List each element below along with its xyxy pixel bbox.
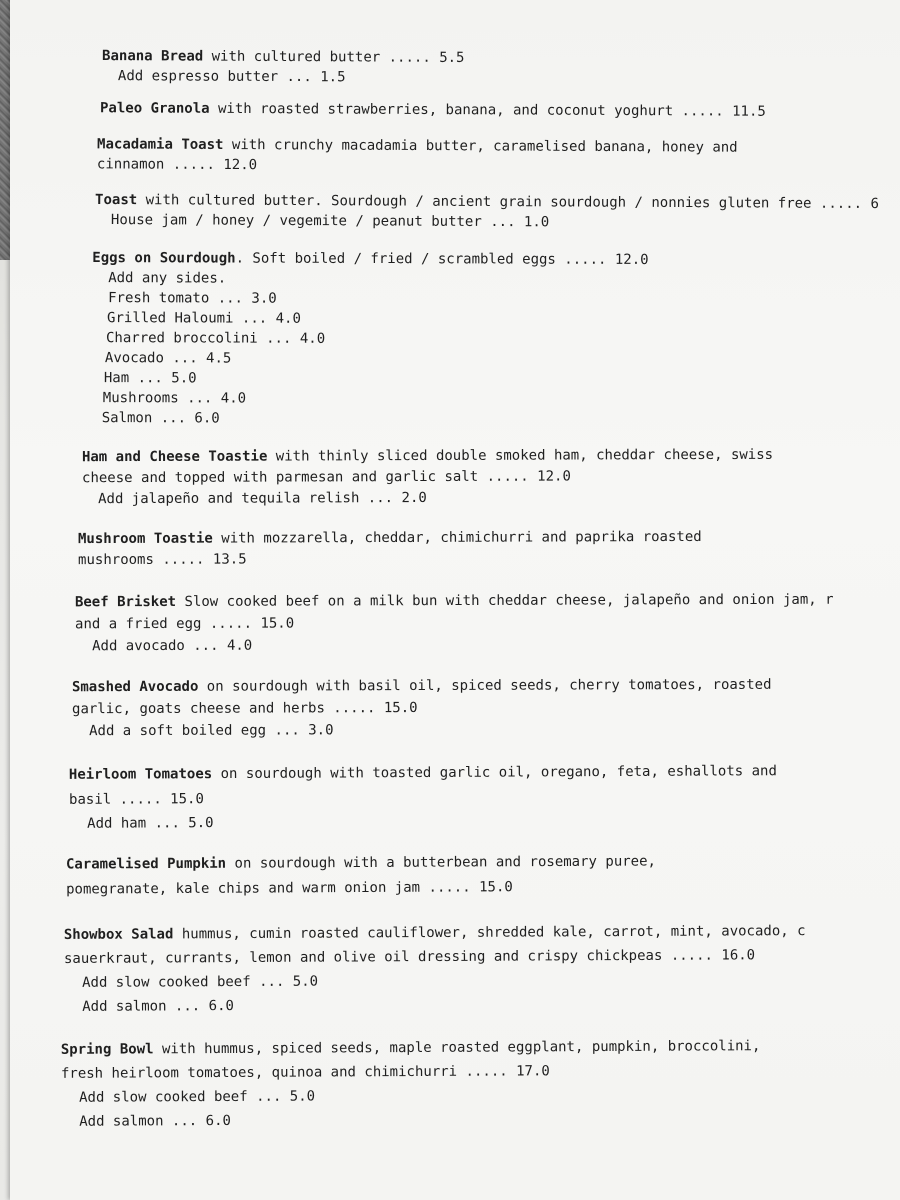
menu-addon: Mushrooms ... 4.0 [102,390,247,407]
menu-item-line: cinnamon ..... 12.0 [96,156,258,174]
menu-addon: Add jalapeño and tequila relish ... 2.0 [98,490,427,508]
menu-addon: Avocado ... 4.5 [104,350,232,367]
menu-item-name: Macadamia Toast [97,136,224,153]
menu-item-name: Eggs on Sourdough [92,250,236,267]
menu-item-description: with cultured butter. Sourdough / ancient grain sourdough / nonnies gluten free ..... 6 [137,192,879,213]
menu-addon: Ham ... 5.0 [103,370,197,387]
menu-item-line: pomegranate, kale chips and warm onion jam ..... 15.0 [66,879,513,898]
menu-item-beef-brisket [75,589,834,658]
menu-item-line [82,445,773,468]
menu-item-line: cheese and topped with parmesan and garlic salt ..... 12.0 [81,468,571,487]
menu-item-line: mushrooms ..... 13.5 [78,551,247,569]
menu-addon: Add ham ... 5.0 [87,815,214,832]
menu-item-name: Toast [95,191,138,209]
menu-item-paleo-granola [100,98,766,121]
menu-item-description: hummus, cumin roasted cauliflower, shredded kale, carrot, mint, avocado, c [173,923,806,943]
menu-item-line [78,527,702,550]
menu-item-ham-and-cheese-toastie [82,445,773,510]
menu-addon: Add any sides. [108,270,227,287]
menu-item-line [72,674,772,698]
menu-item-line [66,849,656,877]
menu-item-description: on sourdough with toasted garlic oil, oregano, feta, eshallots and [212,763,777,783]
menu-item-description: with hummus, spiced seeds, maple roasted eggplant, pumpkin, broccolini, [153,1038,761,1058]
menu-item-caramelised-pumpkin [66,849,656,902]
menu-addon: House jam / honey / vegemite / peanut butter ... 1.0 [110,212,550,231]
menu-item-line [92,248,648,270]
menu-item-description: with cultured butter ..... 5.5 [203,48,465,66]
menu-addon: Add salmon ... 6.0 [82,998,234,1015]
menu-item-line [102,46,465,68]
menu-item-description: on sourdough with basil oil, spiced seeds, cherry tomatoes, roasted [198,676,772,695]
menu-item-line: sauerkraut, currants, lemon and olive oil dressing and crispy chickpeas ..... 16.0 [63,947,756,967]
menu-item-description: . Soft boiled / fried / scrambled eggs ..... 12.0 [235,250,649,268]
menu-item-line: basil ..... 15.0 [68,791,204,808]
menu-item-description: with mozzarella, cheddar, chimichurri and paprika roasted [212,528,702,547]
menu-item-name: Spring Bowl [60,1041,154,1058]
menu-item-name: Beef Brisket [74,593,177,611]
menu-addon: Add slow cooked beef ... 5.0 [82,973,319,991]
menu-item-smashed-avocado [72,674,772,742]
menu-item-banana-bread [102,46,465,88]
menu-item-description: with crunchy macadamia butter, caramelised banana, honey and [223,136,738,156]
menu-item-name: Mushroom Toastie [77,530,213,548]
menu-item-name: Paleo Granola [99,100,210,117]
menu-item-description: with roasted strawberries, banana, and coconut yoghurt ..... 11.5 [209,100,766,120]
menu-item-spring-bowl [61,1034,761,1134]
menu-item-name: Smashed Avocado [71,678,199,696]
menu-addon: Add avocado ... 4.0 [92,637,253,655]
menu-addon: Charred broccolini ... 4.0 [105,330,326,347]
menu-item-name: Heirloom Tomatoes [68,766,213,783]
menu-item-eggs-on-sourdough [92,248,649,430]
menu-item-name: Caramelised Pumpkin [65,855,227,873]
menu-addon: Grilled Haloumi ... 4.0 [107,310,301,327]
menu-item-macadamia-toast [97,134,738,177]
menu-item-description: Slow cooked beef on a milk bun with cheddar cheese, jalapeño and onion jam, r [176,591,834,610]
menu-item-line [61,1034,761,1062]
menu-addon: Fresh tomato ... 3.0 [108,290,277,307]
menu-item-heirloom-tomatoes [69,759,777,836]
menu-item-line [100,98,766,121]
menu-addon: Add a soft boiled egg ... 3.0 [89,722,334,740]
menu-item-line: and a fried egg ..... 15.0 [74,615,295,633]
menu-addon: Salmon ... 6.0 [101,410,220,427]
menu-item-mushroom-toastie [78,527,702,571]
menu-item-name: Ham and Cheese Toastie [81,448,268,466]
menu-item-line: garlic, goats cheese and herbs ..... 15.0 [71,700,418,718]
menu-addon: Add salmon ... 6.0 [79,1112,231,1130]
menu-item-line [69,759,777,788]
menu-item-name: Showbox Salad [63,926,174,943]
menu-item-line: fresh heirloom tomatoes, quinoa and chimichurri ..... 17.0 [60,1063,550,1082]
menu-item-showbox-salad [64,919,806,1019]
menu-addon: Add slow cooked beef ... 5.0 [79,1088,316,1106]
menu-item-description: with thinly sliced double smoked ham, cheddar cheese, swiss [267,446,774,465]
menu-item-description: on sourdough with a butterbean and rosemary puree, [226,853,657,872]
menu-addon: Add espresso butter ... 1.5 [117,68,346,86]
menu-item-toast [95,190,879,234]
menu-item-name: Banana Bread [102,48,204,65]
menu-item-line [75,589,834,614]
